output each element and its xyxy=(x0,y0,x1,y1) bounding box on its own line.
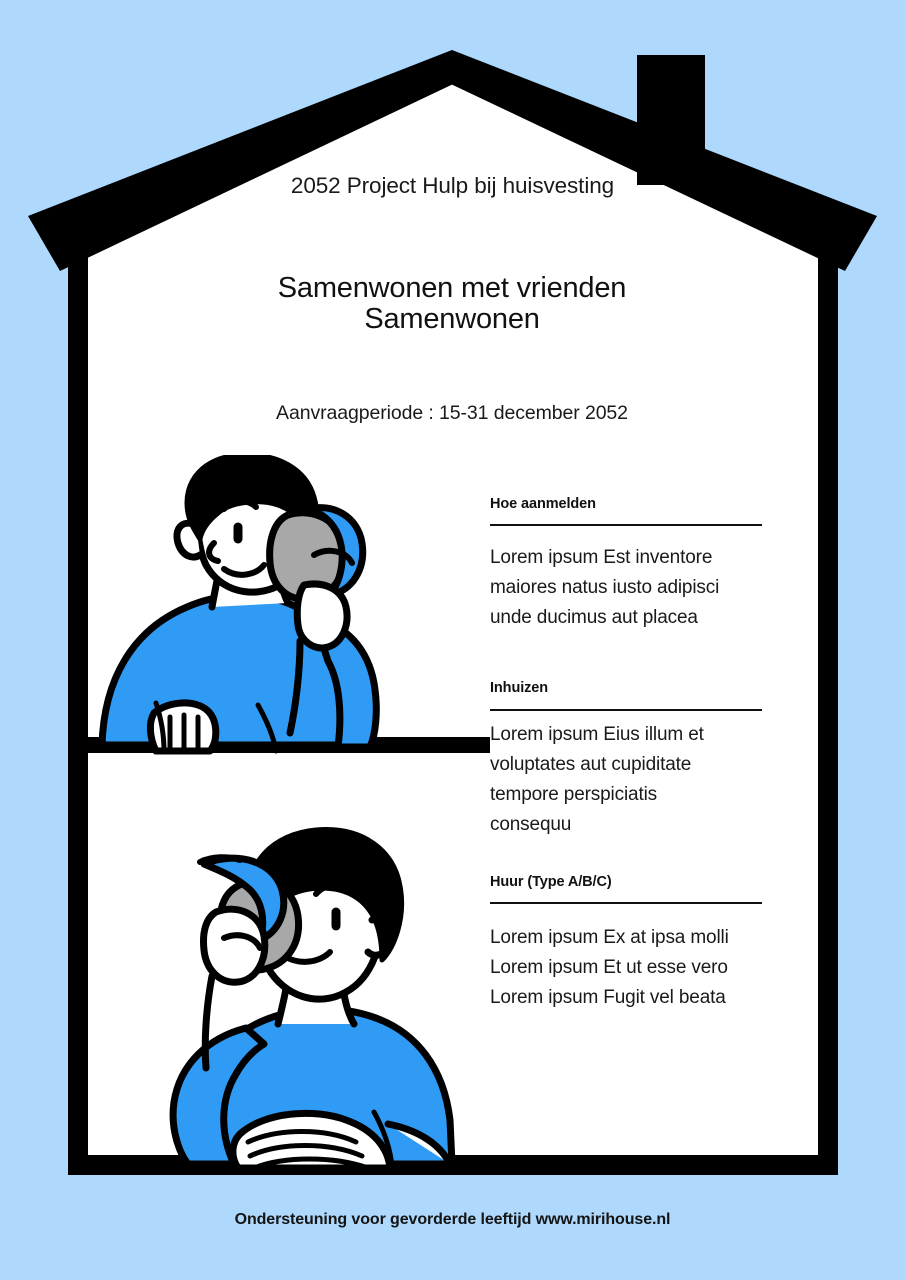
info-block-how-to-apply xyxy=(490,496,765,633)
info-line: Lorem ipsum Et ut esse vero xyxy=(490,957,728,979)
info-line: Lorem ipsum Est inventore xyxy=(490,547,713,569)
headline xyxy=(88,273,816,336)
page-title: 2052 Project Hulp bij huisvesting xyxy=(290,173,615,198)
info-column xyxy=(490,496,765,1013)
application-period: Aanvraagperiode : 15-31 december 2052 xyxy=(276,402,628,424)
info-body-moving-in xyxy=(490,711,765,840)
info-line: Lorem ipsum Ex at ipsa molli xyxy=(490,927,729,949)
info-line: unde ducimus aut placea xyxy=(490,607,698,629)
info-line: Lorem ipsum Eius illum et xyxy=(490,723,704,745)
footer-text: Ondersteuning voor gevorderde leeftijd www.mirihouse.nl xyxy=(234,1211,671,1228)
headline-line-2: Samenwonen xyxy=(364,303,540,336)
info-block-rent xyxy=(490,840,765,1013)
info-line: voluptates aut cupiditate xyxy=(490,753,692,775)
info-line: consequu xyxy=(490,813,572,835)
info-block-moving-in xyxy=(490,633,765,839)
info-heading-how-to-apply: Hoe aanmelden xyxy=(490,496,596,512)
headline-line-1: Samenwonen met vrienden xyxy=(277,272,627,304)
info-line: tempore perspiciatis xyxy=(490,783,658,805)
info-body-rent xyxy=(490,904,765,1013)
info-line: Lorem ipsum Fugit vel beata xyxy=(490,987,726,1009)
info-line: maiores natus iusto adipisci xyxy=(490,577,720,599)
info-body-how-to-apply xyxy=(490,526,765,633)
info-heading-rent: Huur (Type A/B/C) xyxy=(490,873,612,890)
info-heading-moving-in: Inhuizen xyxy=(490,680,549,697)
